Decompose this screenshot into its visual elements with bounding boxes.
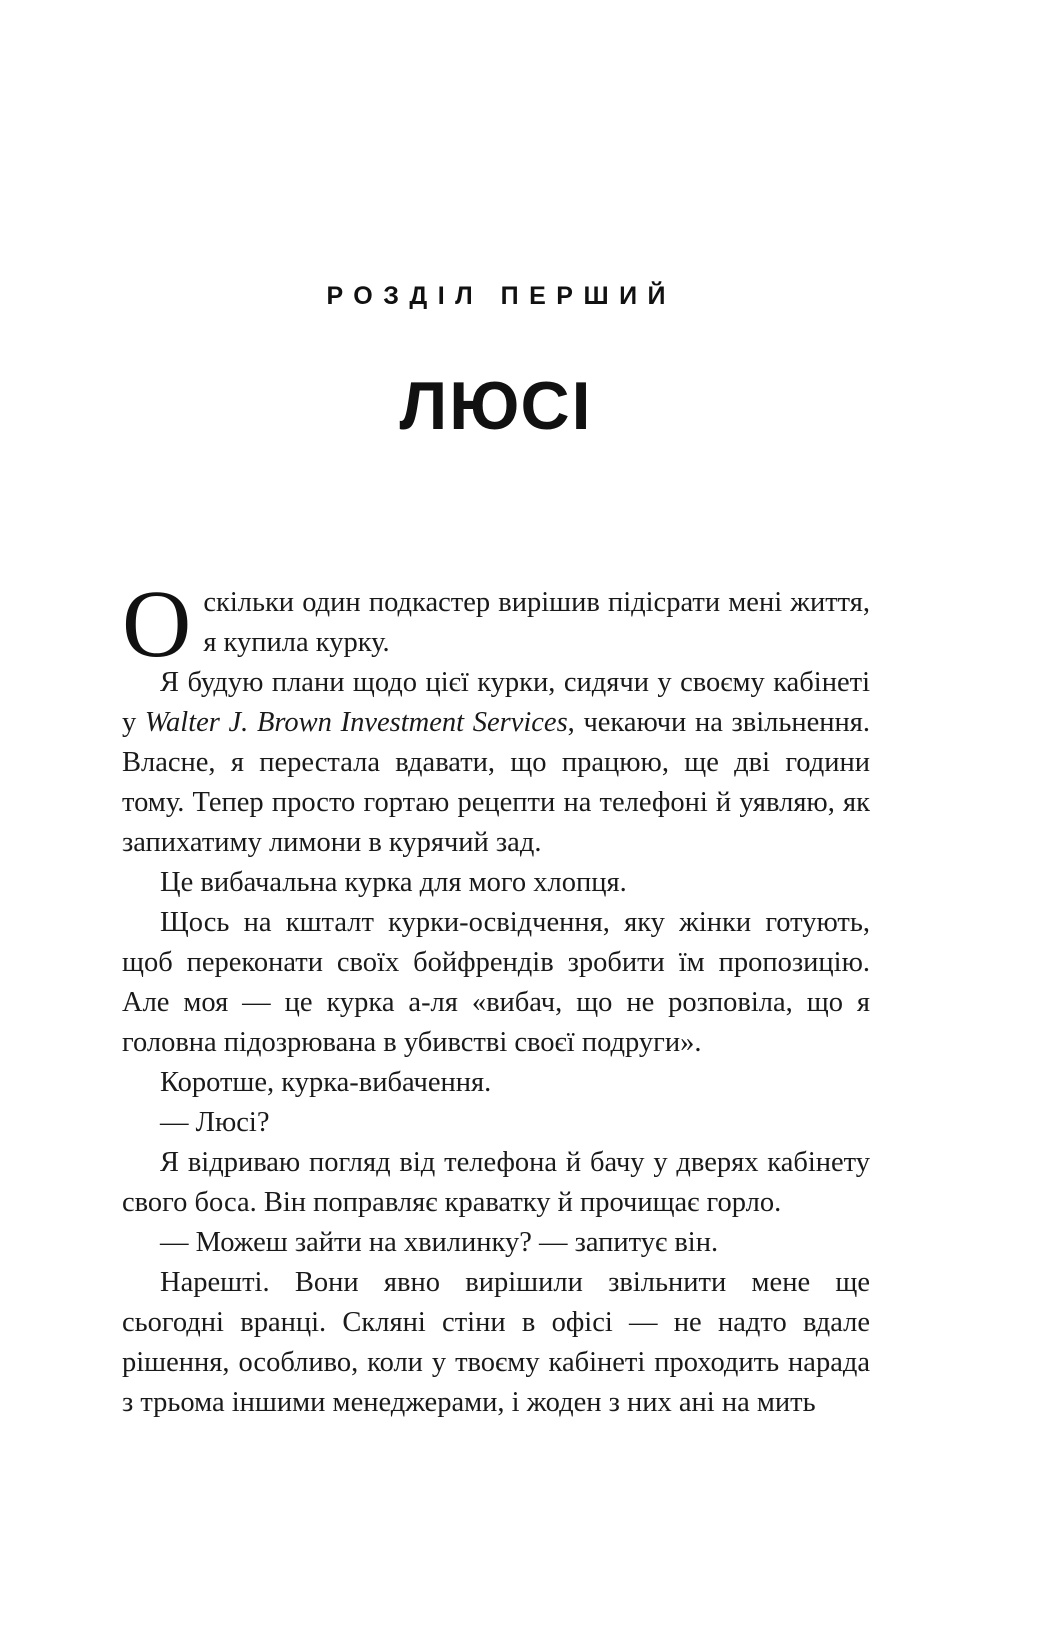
paragraph [122, 1223, 870, 1263]
text-segment: , чекаючи на звільнення. Власне, я перестала вдавати, що працюю, ще дві години тому. Тепер просто гортаю рецепти на телефоні й уявляю, як запихатиму лимони в курячий зад. [122, 707, 871, 858]
paragraph [122, 863, 870, 903]
text-segment-italic: Walter J. Brown Investment Services [144, 707, 568, 738]
paragraph [122, 663, 870, 863]
chapter-label: РОЗДІЛ ПЕРШИЙ [326, 282, 677, 310]
text-segment: Я будую плани щодо цієї курки, сидячи у своєму кабінеті у [122, 667, 870, 738]
text-segment: Нарешті. Вони явно вирішили звільнити мене ще сьогодні вранці. Скляні стіни в офісі — не надто вдале рішення, особливо, коли у твоєму кабінеті проходить нарада з трьома іншими менеджерами, і жоден з них ані на мить [122, 1267, 870, 1418]
paragraph [122, 1103, 870, 1143]
paragraph [122, 1263, 870, 1423]
chapter-title: ЛЮСІ [399, 368, 593, 444]
text-segment: — Можеш зайти на хвилинку? — запитує він. [160, 1227, 719, 1258]
body-text [122, 570, 871, 1423]
text-segment: Це вибачальна курка для мого хлопця. [160, 867, 627, 898]
paragraph [122, 570, 870, 677]
text-segment: Коротше, курка-вибачення. [160, 1067, 492, 1098]
text-column [122, 0, 870, 1423]
text-segment: — Люсі? [160, 1107, 270, 1138]
paragraph [122, 1143, 870, 1223]
paragraph [122, 1063, 870, 1103]
text-segment: Я відриваю погляд від телефона й бачу у дверях кабінету свого боса. Він поправляє краватку й прочищає горло. [122, 1147, 870, 1218]
text-segment: Щось на кшталт курки-освідчення, яку жінки готують, щоб переконати своїх бойфрендів зробити їм пропозицію. Але моя — це курка а-ля «вибач, що не розповіла, що я головна підозрювана в убивстві своєї подруги». [122, 907, 870, 1058]
drop-cap: О [122, 570, 192, 677]
text-segment: скільки один подкастер вирішив підісрати мені життя, я купила курку. [203, 587, 870, 658]
paragraph [122, 903, 870, 1063]
